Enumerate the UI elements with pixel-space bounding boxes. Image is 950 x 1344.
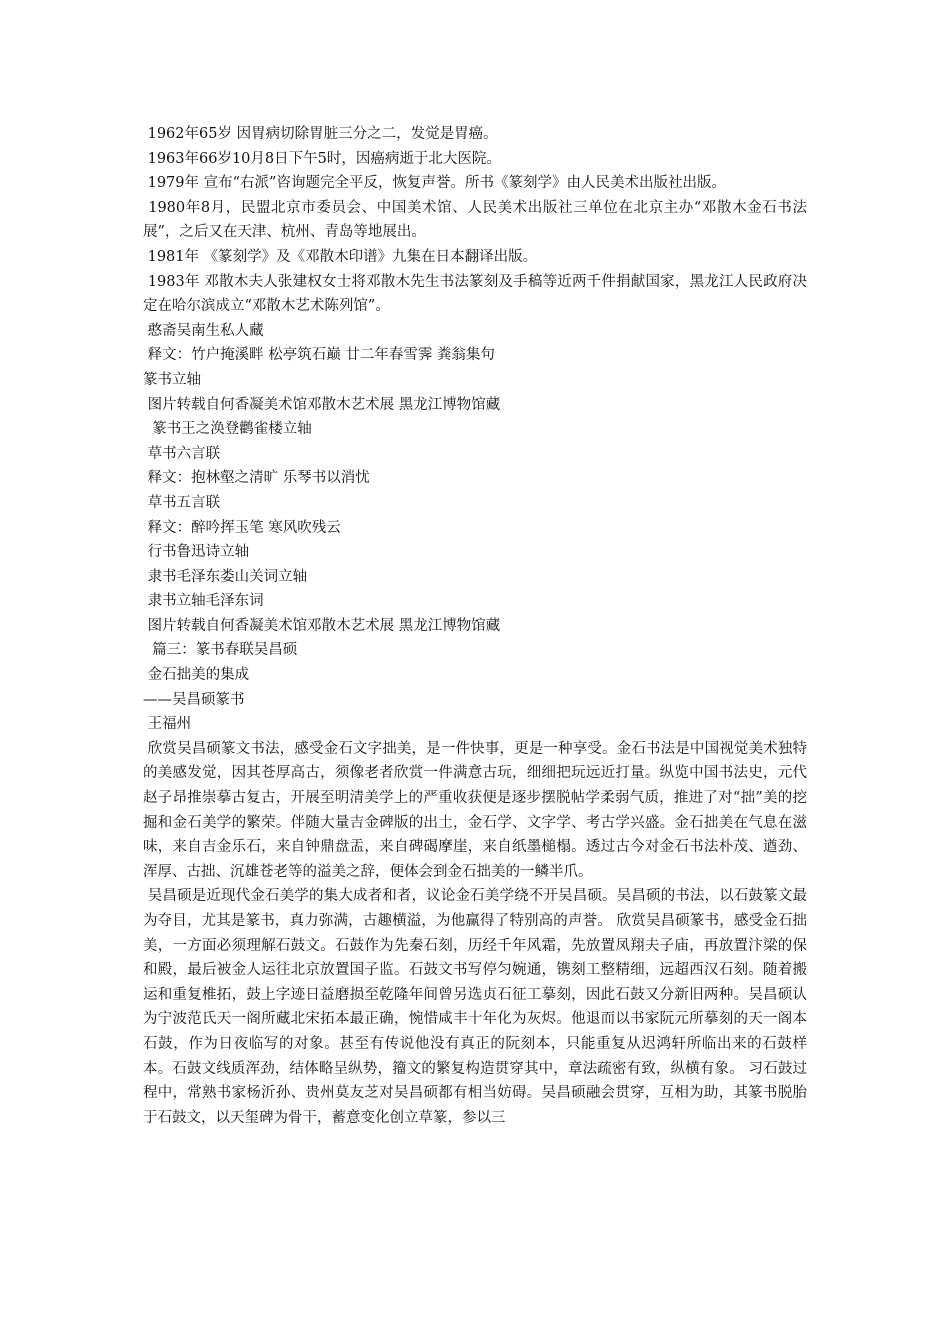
work-title: 篆书立轴 bbox=[143, 371, 201, 388]
work-title: 隶书毛泽东娄山关词立轴 bbox=[143, 568, 308, 585]
article-paragraph: 吴昌硕是近现代金石美学的集大成者和者，议论金石美学绕不开吴昌硕。吴昌硕的书法，以石鼓篆文最为夺目，尤其是篆书，真力弥满，古趣横溢，为他赢得了特别高的声誉。 欣赏吴昌硕篆书，感受金石拙美，一方面必须理解石鼓文。石鼓作为先秦石刻，历经千年风霜，先放置凤翔夫子庙，再放置汴梁的保和殿，最后被金人运往北京放置国子监。石鼓文书写停匀婉通，镌刻工整精细，远超西汉石刻。随着搬运和重复椎拓，鼓上字迹日益磨损至乾隆年间曾另选贞石征工摹刻，因此石鼓又分新旧两种。吴昌硕认为宁波范氏天一阁所藏北宋拓本最正确，惋惜咸丰十年化为灰烬。他退而以书家阮元所摹刻的天一阁本石鼓，作为日夜临写的对象。甚至有传说他没有真正的阮刻本，只能重复从迟鸿轩所临出来的石鼓样本。石鼓文线质浑劲，结体略呈纵势，籀文的繁复构造贯穿其中，章法疏密有致，纵横有象。 习石鼓过程中，常熟书家杨沂孙、贵州莫友芝对吴昌硕都有相当妨碍。吴昌硕融会贯穿，互相为助，其篆书脱胎于石鼓文，以天玺碑为骨干，蓄意变化创立草篆，参以三 bbox=[143, 888, 807, 1126]
article-subtitle: ——吴昌硕篆书 bbox=[143, 691, 245, 708]
section-heading: 篇三：篆书春联吴昌硕 bbox=[143, 642, 298, 659]
work-title: 草书六言联 bbox=[143, 445, 221, 462]
document-page bbox=[143, 122, 807, 1130]
chronology-entry-1963: 1963年66岁10月8日下午5时，因癌病逝于北大医院。 bbox=[143, 150, 501, 167]
article-title: 金石拙美的集成 bbox=[143, 667, 250, 684]
work-title: 篆书王之涣登鹳雀楼立轴 bbox=[143, 421, 312, 438]
work-title: 行书鲁迅诗立轴 bbox=[143, 544, 250, 561]
transcription-line: 释文：抱林壑之清旷 乐琴书以消忧 bbox=[143, 470, 370, 487]
chronology-entry-1980: 1980年8月，民盟北京市委员会、中国美术馆、人民美术出版社三单位在北京主办“邓散木金石书法展”，之后又在天津、杭州、青岛等地展出。 bbox=[143, 199, 807, 241]
article-paragraph: 欣赏吴昌硕篆文书法，感受金石文字拙美，是一件快事，更是一种享受。金石书法是中国视觉美术独特的美感发觉，因其苍厚高古，须像老者欣赏一件满意古玩，细细把玩远近打量。纵览中国书法史，元代赵子昂推崇摹古复古，开展至明清美学上的严重收获便是逐步摆脱帖学柔弱气质，推进了对“拙”美的挖掘和金石美学的繁荣。伴随大量吉金碑版的出土，金石学、文字学、考古学兴盛。金石拙美在气息在滋味，来自吉金乐石，来自钟鼎盘盂，来自碑碣摩崖，来自纸墨槌榻。透过古今对金石书法朴茂、遒劲、浑厚、古拙、沉雄苍老等的溢美之辞，便体会到金石拙美的一鳞半爪。 bbox=[143, 740, 807, 880]
work-title: 草书五言联 bbox=[143, 494, 221, 511]
article-author: 王福州 bbox=[143, 716, 192, 733]
collection-note: 憨斋吴南生私人藏 bbox=[143, 322, 264, 339]
work-title: 隶书立轴毛泽东词 bbox=[143, 593, 264, 610]
chronology-entry-1962: 1962年65岁 因胃病切除胃脏三分之二，发觉是胃癌。 bbox=[143, 126, 498, 142]
chronology-entry-1979: 1979年 宣布“右派”咨询题完全平反，恢复声誉。所书《篆刻学》由人民美术出版社出版。 bbox=[143, 175, 726, 192]
image-source-note: 图片转载自何香凝美术馆邓散木艺术展 黑龙江博物馆藏 bbox=[143, 396, 501, 413]
chronology-entry-1981: 1981年 《篆刻学》及《邓散木印谱》九集在日本翻译出版。 bbox=[143, 248, 538, 265]
transcription-line: 释文：醉吟挥玉笔 寒风吹残云 bbox=[143, 519, 341, 536]
image-source-note: 图片转载自何香凝美术馆邓散木艺术展 黑龙江博物馆藏 bbox=[143, 617, 501, 634]
chronology-entry-1983: 1983年 邓散木夫人张建权女士将邓散木先生书法篆刻及手稿等近两千件捐献国家，黑龙江人民政府决定在哈尔滨成立“邓散木艺术陈列馆”。 bbox=[143, 273, 807, 315]
transcription-line: 释文：竹户掩溪畔 松亭筑石巅 廿二年春雪霁 粪翁集句 bbox=[143, 347, 495, 364]
